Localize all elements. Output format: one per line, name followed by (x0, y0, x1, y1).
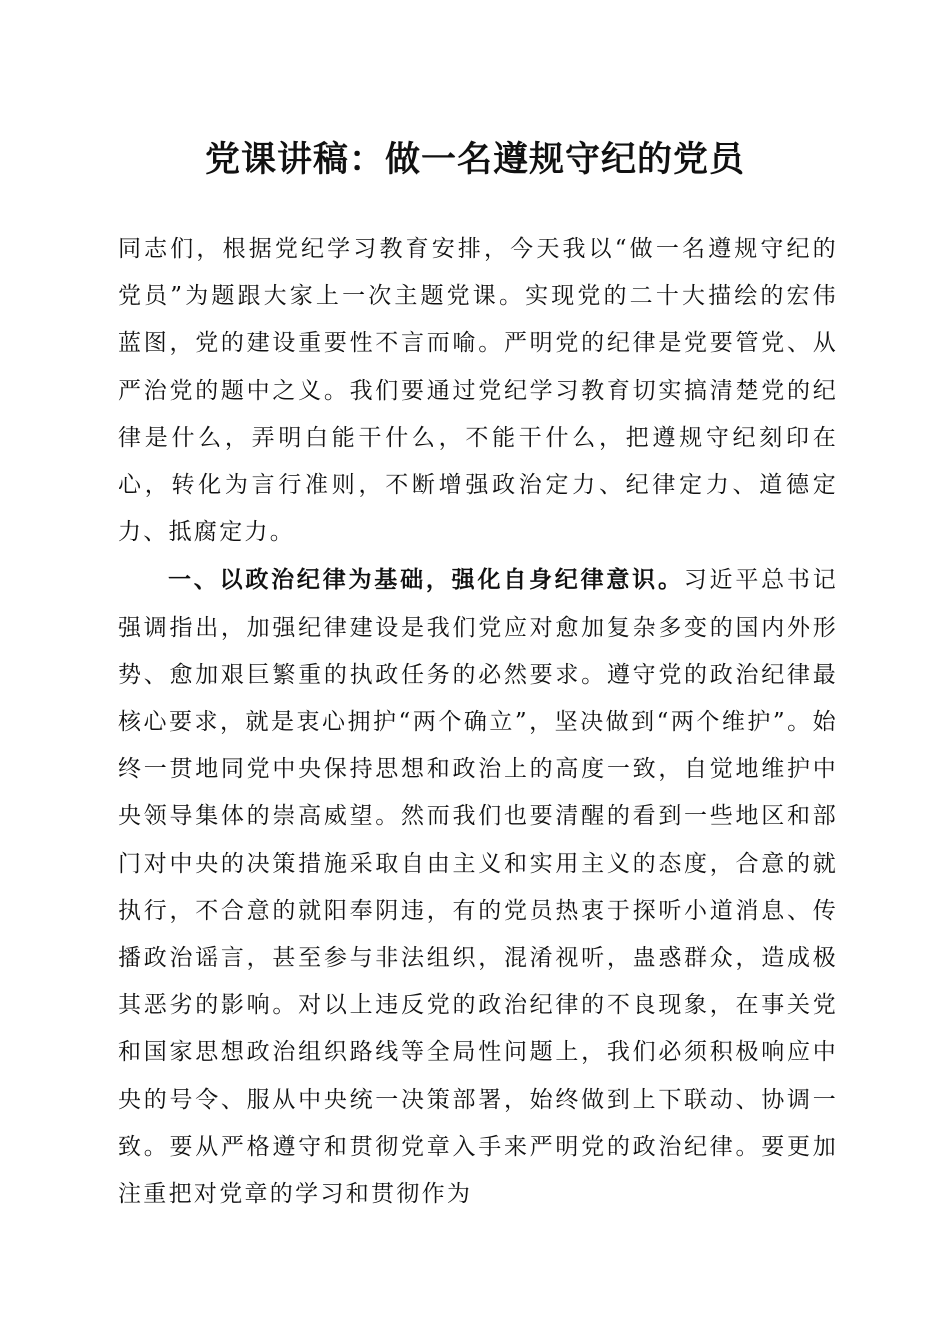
document-title: 党课讲稿：做一名遵规守纪的党员 (204, 139, 745, 180)
section-one-heading: 一、以政治纪律为基础，强化自身纪律意识。 (168, 566, 684, 594)
paragraph-section-one (118, 556, 838, 1218)
section-one-text: 习近平总书记强调指出，加强纪律建设是我们党应对愈加复杂多变的国内外形势、愈加艰巨繁重的执政任务的必然要求。遵守党的政治纪律最核心要求，就是衷心拥护“两个确立”，坚决做到“两个维护”。始终一贯地同党中央保持思想和政治上的高度一致，自觉地维护中央领导集体的崇高威望。然而我们也要清醒的看到一些地区和部门对中央的决策措施采取自由主义和实用主义的态度，合意的就执行，不合意的就阳奉阴违，有的党员热衷于探听小道消息、传播政治谣言，甚至参与非法组织，混淆视听，蛊惑群众，造成极其恶劣的影响。对以上违反党的政治纪律的不良现象，在事关党和国家思想政治组织路线等全局性问题上，我们必须积极响应中央的号令、服从中央统一决策部署，始终做到上下联动、协调一致。要从严格遵守和贯彻党章入手来严明党的政治纪律。要更加注重把对党章的学习和贯彻作为 (118, 567, 838, 1208)
paragraph-intro-text: 同志们，根据党纪学习教育安排，今天我以“做一名遵规守纪的党员”为题跟大家上一次主题党课。实现党的二十大描绘的宏伟蓝图，党的建设重要性不言而喻。严明党的纪律是党要管党、从严治党的题中之义。我们要通过党纪学习教育切实搞清楚党的纪律是什么，弄明白能干什么，不能干什么，把遵规守纪刻印在心，转化为言行准则，不断增强政治定力、纪律定力、道德定力、抵腐定力。 (118, 236, 838, 546)
paragraph-intro (118, 226, 838, 556)
document-body (118, 226, 838, 1218)
